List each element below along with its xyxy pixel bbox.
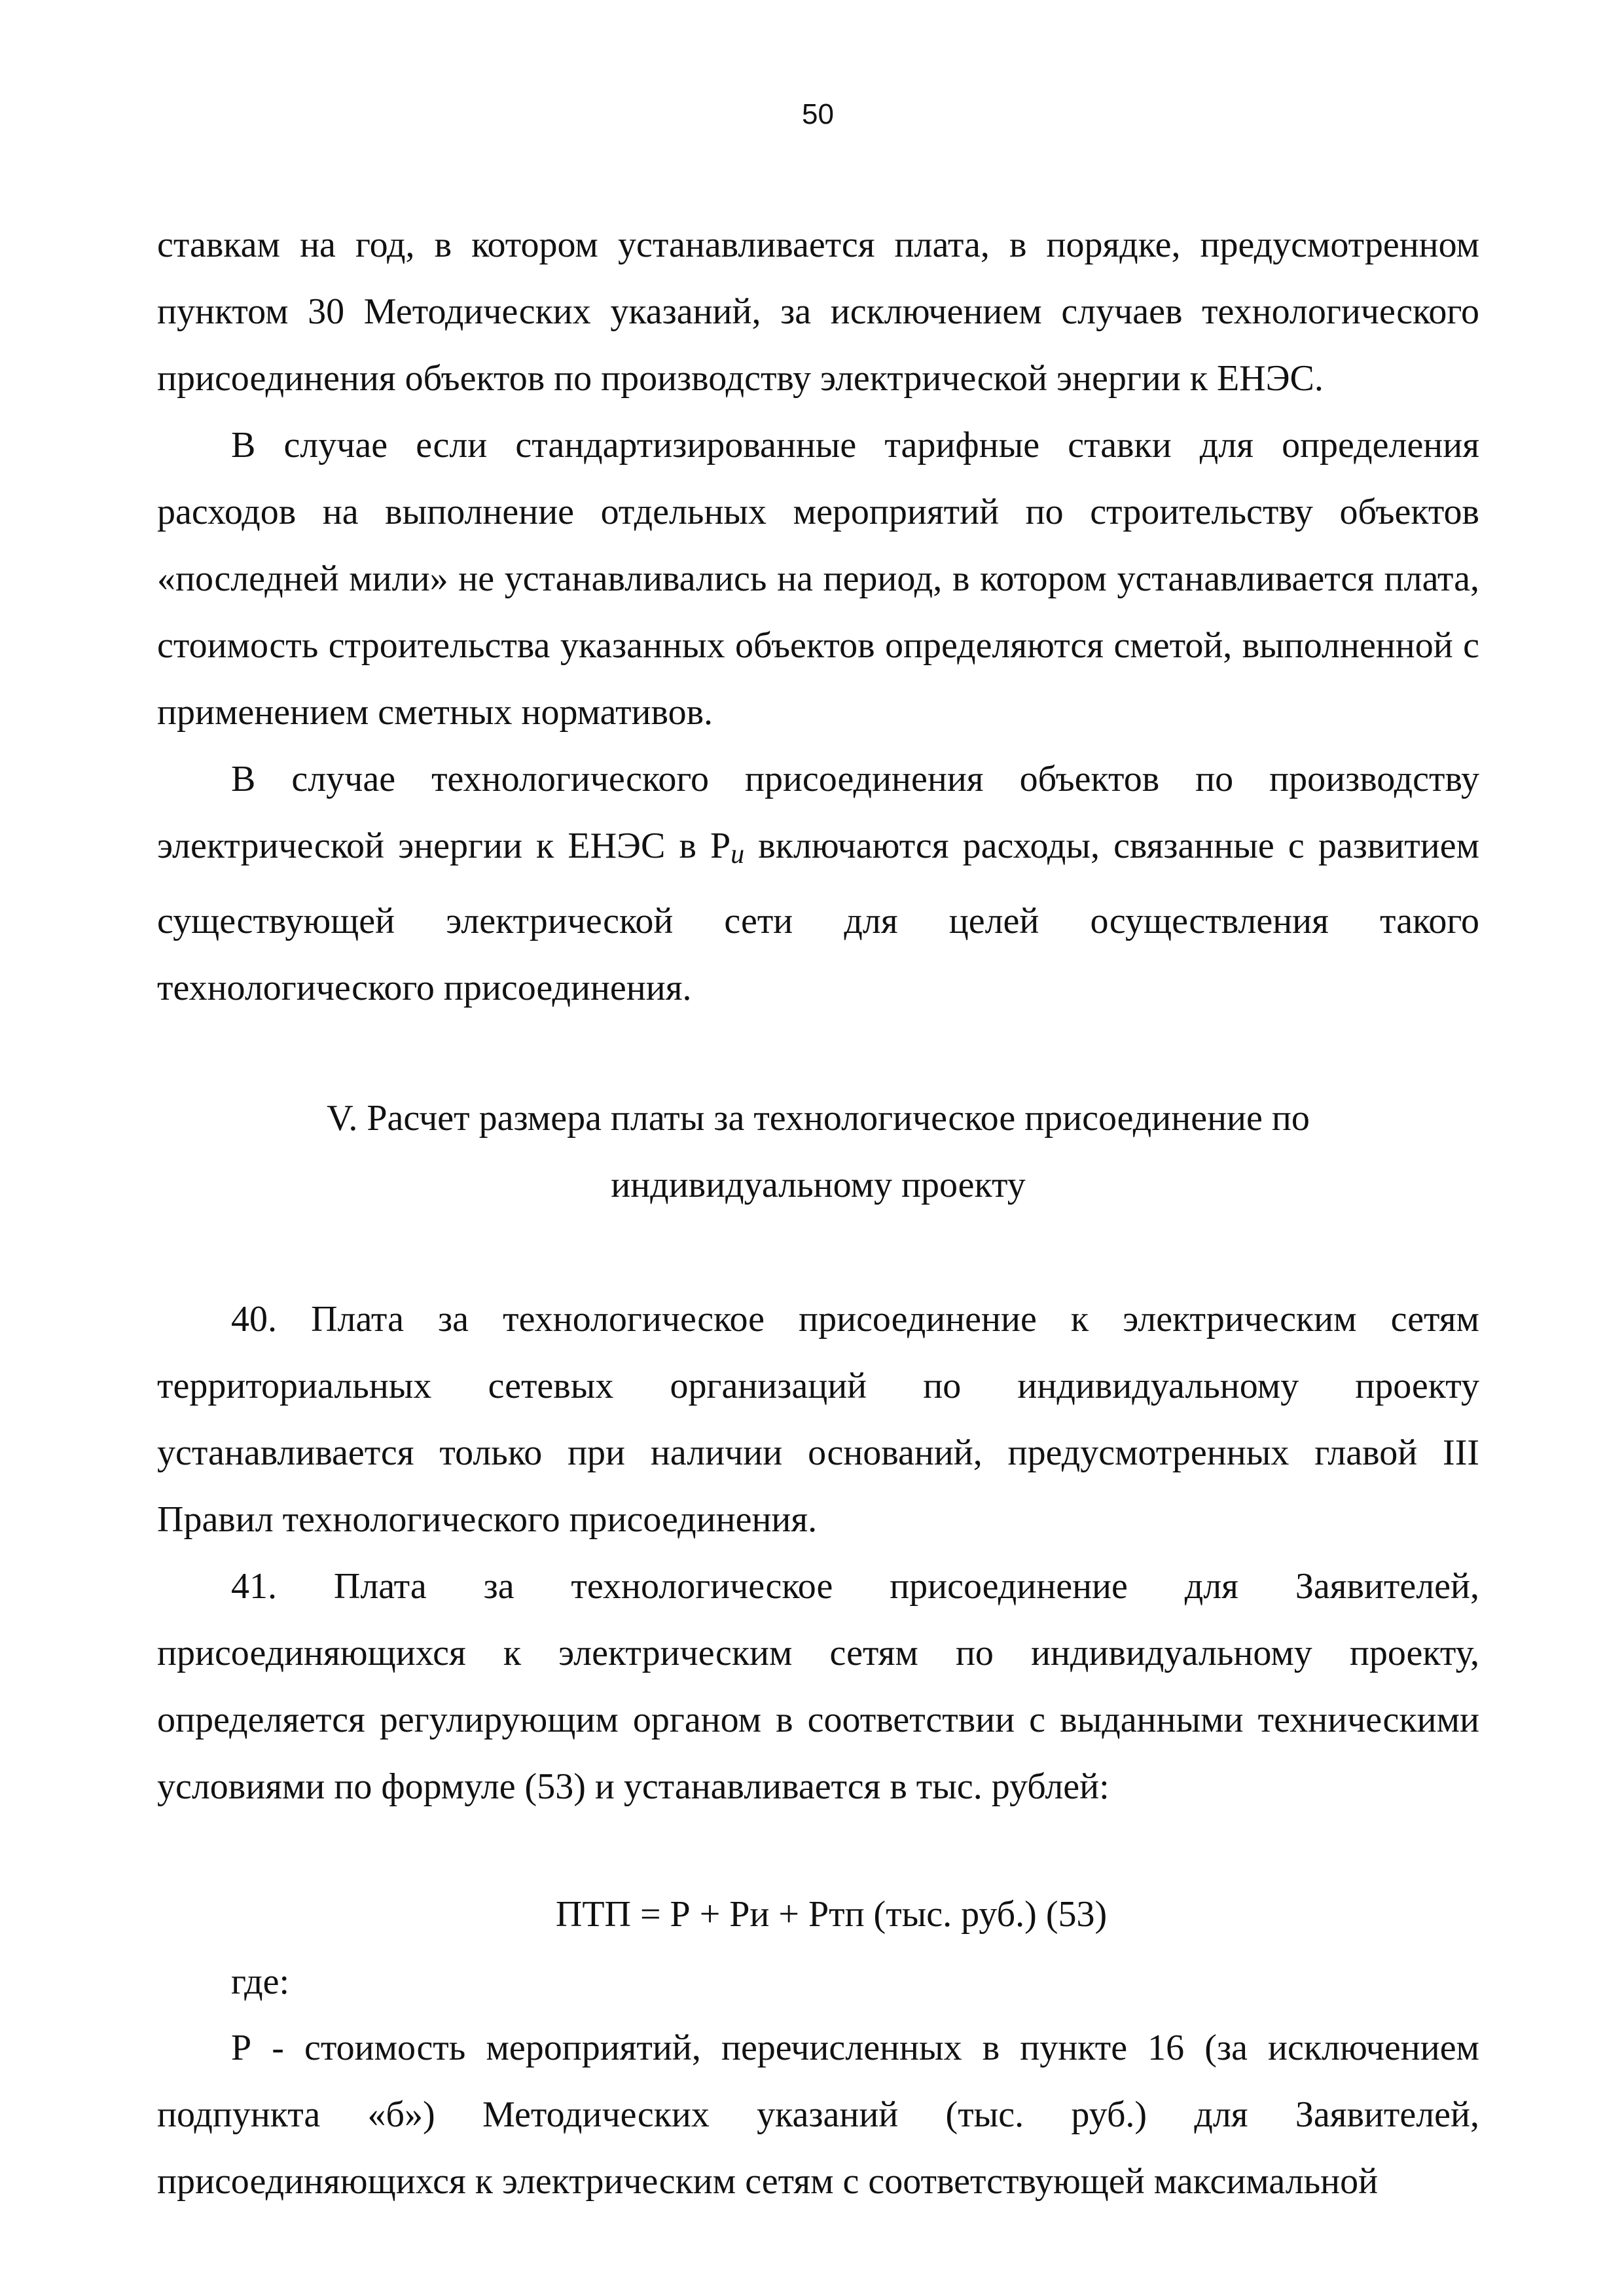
paragraph-p-definition: Р - стоимость мероприятий, перечисленных в пункте 16 (за исключением подпункта «б») Методических указаний (тыс. руб.) для Заявителей, присоединяющихся к электрическим сетям с соответствующей максимальной (157, 2028, 1479, 2202)
paragraph-enes-part2: включаются расходы, связанные с развитием существующей электрической сети для целей осуществления такого технологического присоединения. (157, 826, 1480, 1008)
paragraph-continuation: ставкам на год, в котором устанавливается плата, в порядке, предусмотренном пунктом 30 Методических указаний, за исключением случаев технологического присоединения объектов по производству электрической энергии к ЕНЭС. (157, 225, 1479, 399)
text-block-top (157, 211, 1479, 1021)
text-block-middle (157, 1286, 1479, 1820)
paragraph-41: 41. Плата за технологическое присоединение для Заявителей, присоединяющихся к электрическим сетям по индивидуальному проекту, определяется регулирующим органом в соответствии с выданными техническими условиями по формуле (53) и устанавливается в тыс. рублей: (157, 1566, 1479, 1807)
paragraph-40: 40. Плата за технологическое присоединение к электрическим сетям территориальных сетевых организаций по индивидуальному проекту устанавливается только при наличии оснований, предусмотренных главой III Правил технологического присоединения. (157, 1299, 1479, 1540)
section-heading-line1: V. Расчет размера платы за технологическое присоединение по (327, 1098, 1310, 1139)
paragraph-last-mile: В случае если стандартизированные тарифные ставки для определения расходов на выполнение отдельных мероприятий по строительству объектов «последней мили» не устанавливались на период, в котором устанавливается плата, стоимость строительства указанных объектов определяются сметой, выполненной с применением сметных нормативов. (157, 425, 1479, 733)
formula-53: ПТП = Р + Ри + Ртп (тыс. руб.) (53) (555, 1894, 1108, 1935)
section-heading-line2: индивидуальному проекту (611, 1165, 1026, 1205)
section-heading (157, 1085, 1479, 1218)
text-block-bottom (157, 2014, 1479, 2215)
page-number: 50 (802, 98, 834, 130)
paragraph-enes-part1: В случае технологического присоединения объектов по производству электрической энергии к ЕНЭС в Р (157, 759, 1479, 866)
subscript-i: и (731, 839, 745, 869)
paragraph-enes (157, 746, 1479, 1021)
where-label: где: (231, 1961, 290, 2002)
